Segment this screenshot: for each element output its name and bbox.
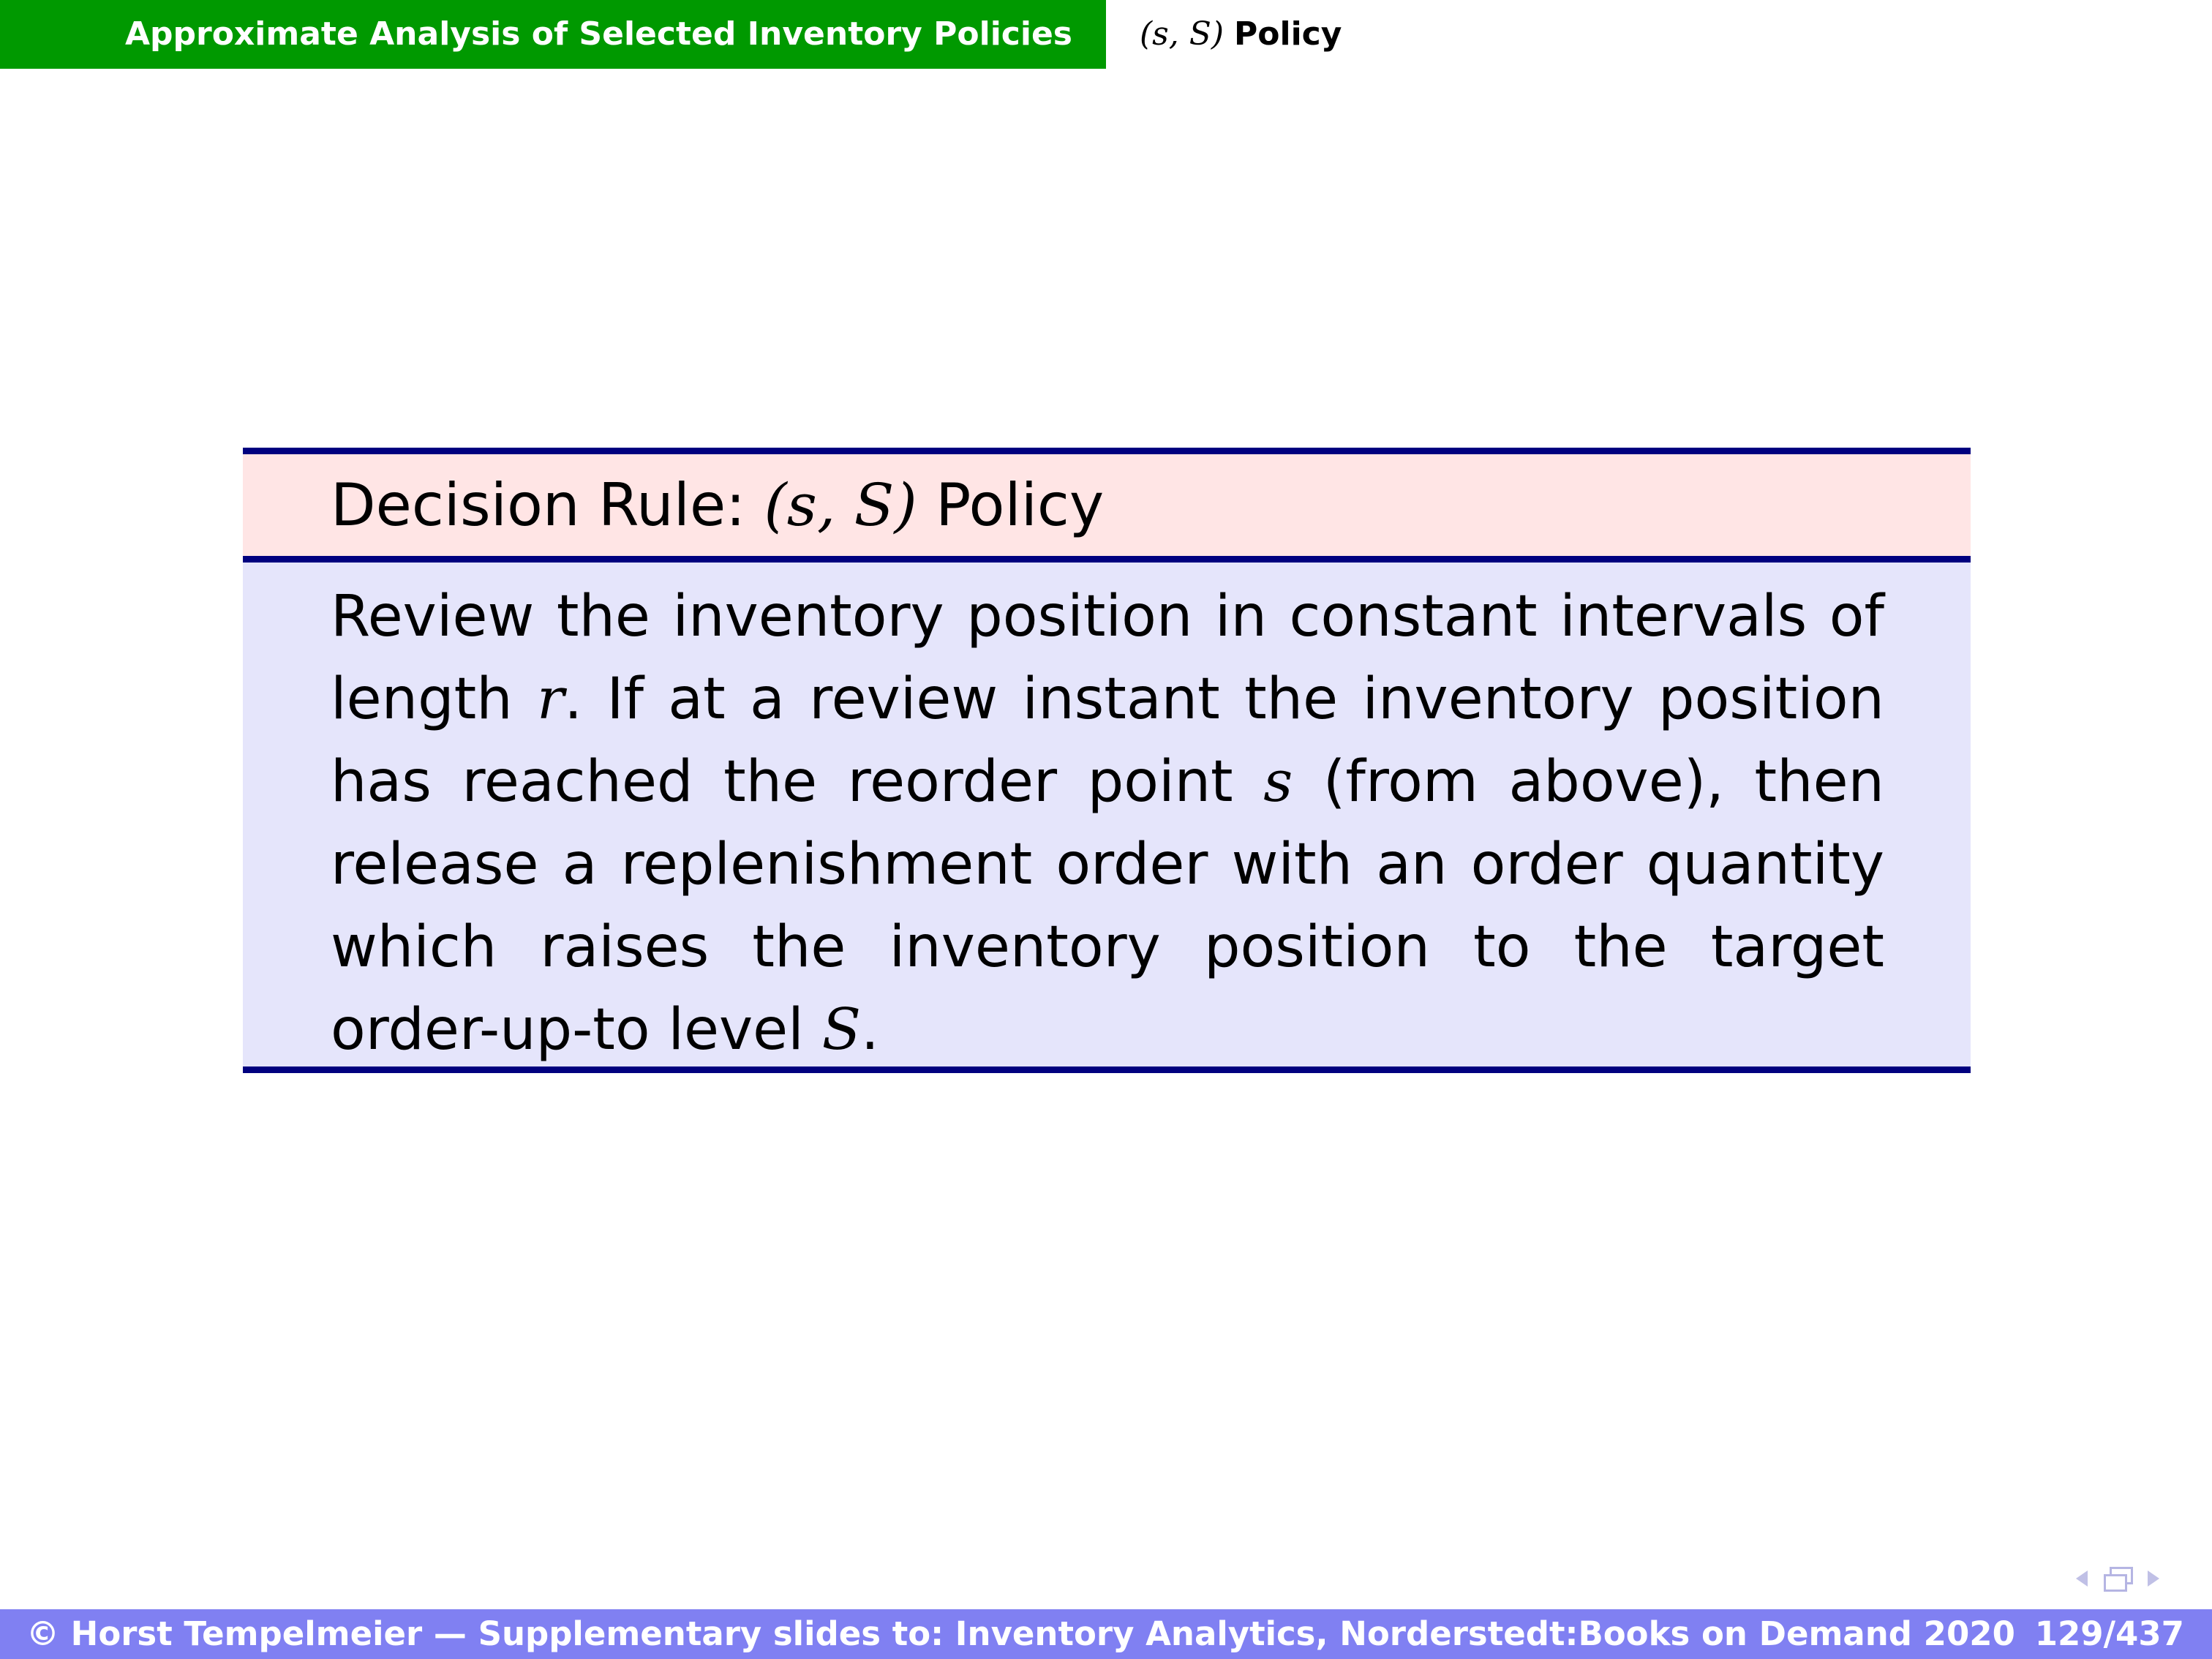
block-top-rule: [243, 448, 1971, 454]
body-text-1: Review the inventory position in constant intervals of length: [331, 584, 1884, 732]
subsection-header: [1106, 0, 2212, 69]
footer-bar: [0, 1609, 2212, 1659]
body-text-4: .: [861, 997, 879, 1063]
body-text-3: (from above), then release a replenishment order with an order quantity which raises the inventory position to the target order-up-to level: [331, 749, 1884, 1063]
block-body: [243, 563, 1971, 1066]
body-var-r: r: [537, 666, 565, 732]
slide-navigation: [2076, 1564, 2159, 1593]
nav-prev-icon[interactable]: [2076, 1570, 2088, 1587]
block-mid-rule: [243, 556, 1971, 563]
subsection-title: Policy: [1234, 15, 1342, 53]
block-title: [243, 454, 1971, 556]
body-var-s: s: [1263, 749, 1293, 815]
nav-next-icon[interactable]: [2148, 1570, 2159, 1587]
block-title-math: (s, S): [764, 471, 917, 539]
decision-rule-block: [243, 448, 1971, 1073]
section-title: Approximate Analysis of Selected Inventory Policies: [124, 15, 1072, 53]
subsection-math: (s, S): [1140, 15, 1224, 53]
section-header: [0, 0, 1106, 69]
footer-credit: © Horst Tempelmeier — Supplementary slides to: Inventory Analytics, Norderstedt:Books on Demand 2020: [26, 1614, 2015, 1653]
block-title-suffix: Policy: [936, 471, 1105, 539]
body-var-S: S: [821, 997, 862, 1063]
body-text-2: . If at a review instant the inventory position has reached the reorder point: [331, 666, 1884, 815]
block-title-prefix: Decision Rule:: [331, 471, 746, 539]
page-number: 129/437: [2034, 1614, 2184, 1653]
nav-frame-icon[interactable]: [2101, 1565, 2134, 1592]
